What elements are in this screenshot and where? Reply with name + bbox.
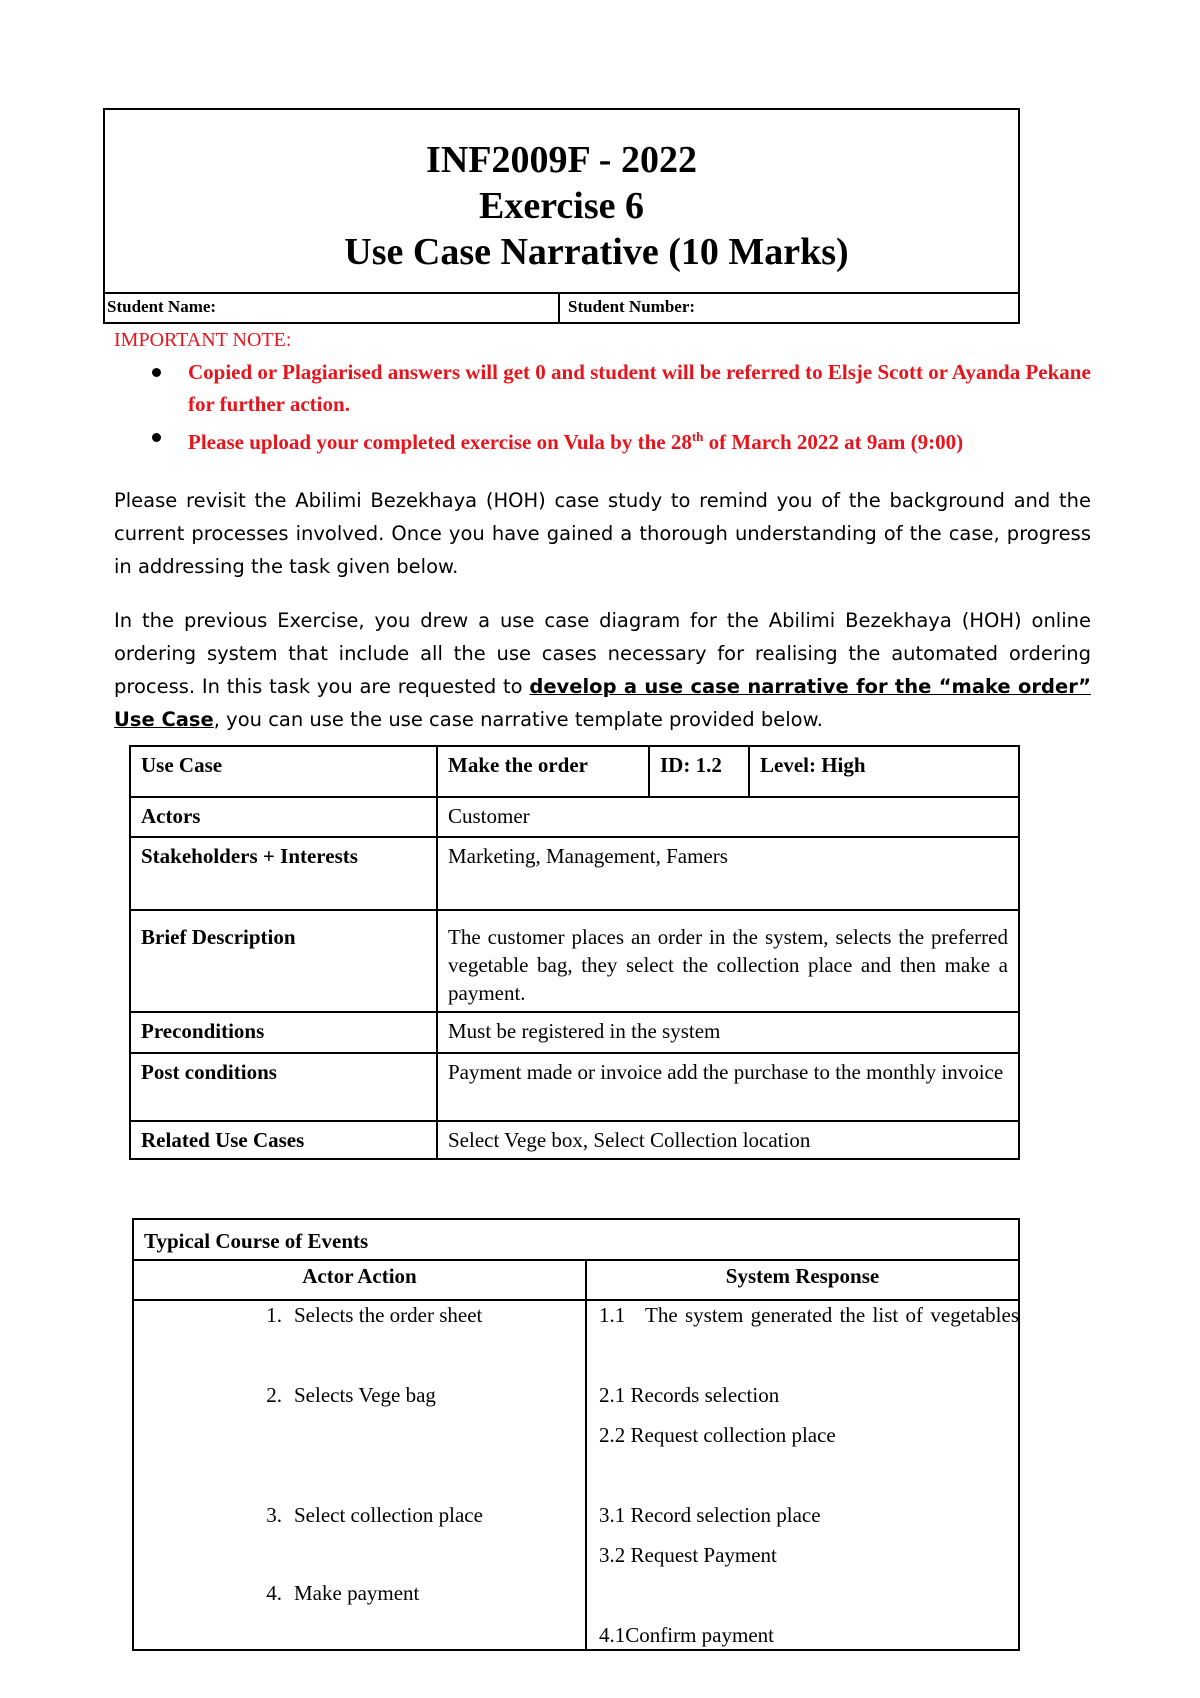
note-item-superscript: th [691,429,704,444]
bullet-icon [152,368,161,377]
system-response-item: 3.1 Record selection place [599,1503,821,1527]
actor-action-item: 2. Selects Vege bag [266,1383,436,1407]
actor-action-item: 1. Selects the order sheet [266,1303,483,1327]
system-response-item: 4.1Confirm payment [599,1623,774,1647]
header-box [103,108,1020,324]
note-item-plagiarism [140,356,1100,420]
system-response-header: System Response [586,1260,1019,1300]
task-paragraph-text: In the previous Exercise, you drew a use case diagram for the Abilimi Bezekhaya (HOH) online ordering system that include all the use cases necessary for realising the automated ordering process. In this task you are requested to [114,609,1091,698]
exercise-title: Exercise 6 [479,185,644,227]
system-response-item: 3.2 Request Payment [599,1543,777,1567]
system-response-column [586,1300,1019,1650]
task-paragraph-end: , you can use the use case narrative template provided below. [213,708,823,731]
exercise-subtitle: Use Case Narrative (10 Marks) [344,231,849,273]
stakeholders-label: Stakeholders + Interests [130,837,437,910]
bullet-icon [152,433,161,442]
task-paragraph [114,604,1091,736]
student-info-row [105,292,1018,322]
course-title: INF2009F - 2022 [426,139,697,181]
actor-action-column [133,1300,586,1650]
title-area [105,110,1018,298]
intro-paragraph: Please revisit the Abilimi Bezekhaya (HOH) case study to remind you of the background and the current processes involved. Once you have gained a thorough understanding of the case, progress in addressing the task given below. [114,489,1091,578]
student-number-label: Student Number: [568,297,696,316]
actors-value: Customer [437,797,1019,837]
note-item-text: Copied or Plagiarised answers will get 0 and student will be referred to Elsje Scott or Ayanda Pekane for further action. [188,360,1091,416]
important-note-list [140,356,1100,459]
system-response-item: 1.1 The system generated the list of vegetables [599,1303,1019,1327]
system-response-item: 2.2 Request collection place [599,1423,836,1447]
use-case-level: Level: High [749,746,1019,797]
actor-action-item: 4. Make payment [266,1581,420,1605]
system-response-item: 2.1 Records selection [599,1383,780,1407]
actor-action-item: 3. Select collection place [266,1503,483,1527]
note-item-upload [140,421,1100,458]
actor-action-header: Actor Action [133,1260,586,1300]
use-case-id: ID: 1.2 [649,746,749,797]
task-highlight: develop a use case narrative for the “make order” Use Case [114,675,1091,731]
note-item-text-end: of March 2022 at 9am (9:00) [703,430,964,454]
note-item-text: Please upload your completed exercise on Vula by the 28 [188,430,692,454]
use-case-value: Make the order [437,746,649,797]
use-case-label: Use Case [130,746,437,797]
postconditions-label: Post conditions [130,1053,437,1121]
events-title: Typical Course of Events [133,1219,1019,1260]
related-use-cases-label: Related Use Cases [130,1121,437,1159]
important-note-title: IMPORTANT NOTE: [114,329,292,351]
brief-description-value: The customer places an order in the system, selects the preferred vegetable bag, they select the collection place and then make a payment. [437,910,1019,1012]
stakeholders-value: Marketing, Management, Famers [437,837,1019,910]
related-use-cases-value: Select Vege box, Select Collection location [437,1121,1019,1159]
preconditions-value: Must be registered in the system [437,1012,1019,1053]
use-case-table [129,745,1020,1160]
events-table [132,1218,1020,1651]
student-name-label: Student Name: [105,294,560,322]
postconditions-value: Payment made or invoice add the purchase to the monthly invoice [437,1053,1019,1121]
brief-description-label: Brief Description [130,910,437,1012]
actors-label: Actors [130,797,437,837]
preconditions-label: Preconditions [130,1012,437,1053]
